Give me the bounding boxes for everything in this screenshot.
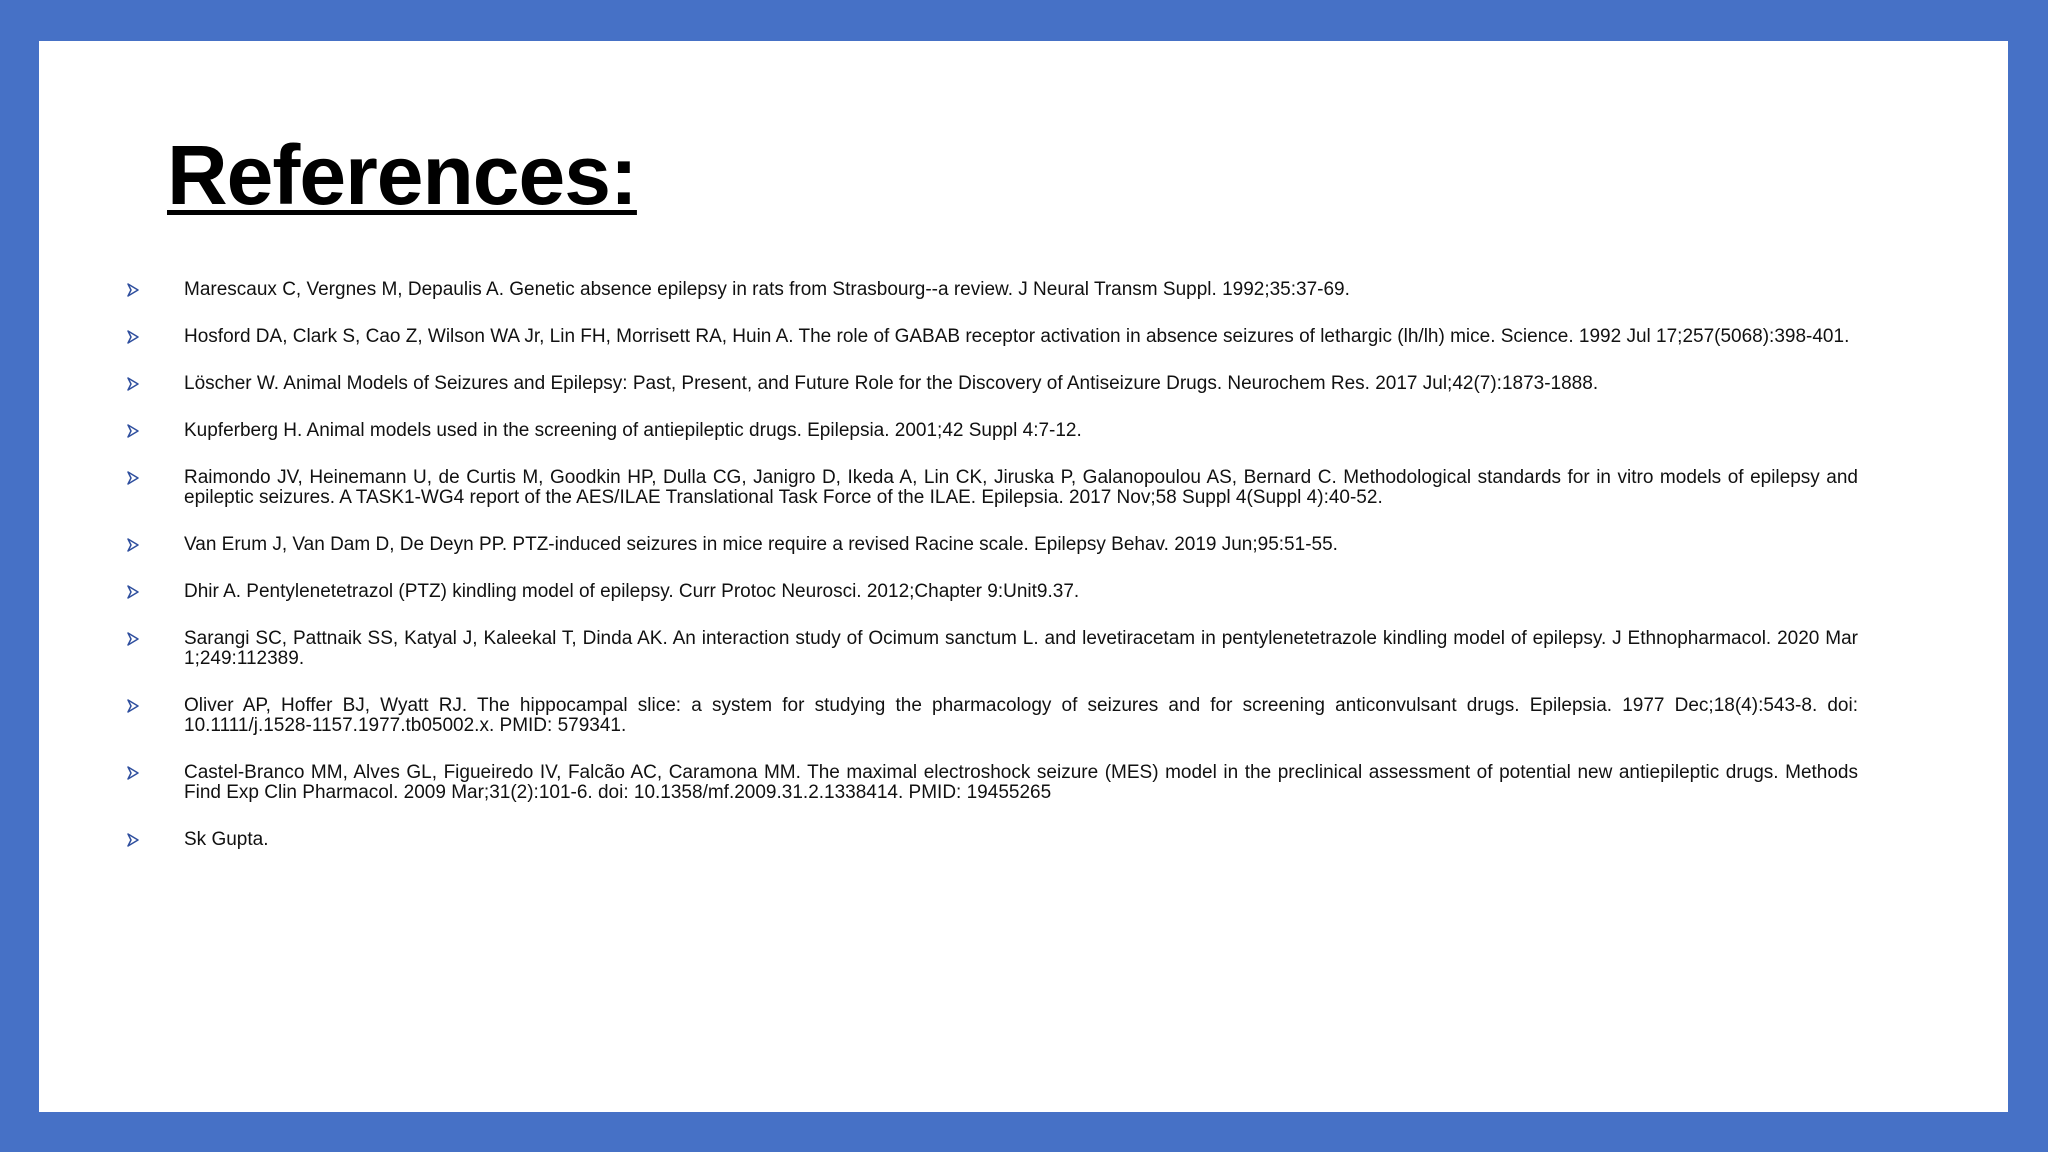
arrowhead-bullet-icon	[126, 583, 140, 601]
reference-item	[39, 374, 2008, 394]
arrowhead-bullet-icon	[126, 422, 140, 440]
reference-item	[39, 830, 2008, 850]
arrowhead-bullet-icon	[126, 764, 140, 782]
reference-text: Sk Gupta.	[184, 829, 269, 850]
reference-text: Oliver AP, Hoffer BJ, Wyatt RJ. The hippocampal slice: a system for studying the pharmacology of seizures and for screening anticonvulsant drugs. Epilepsia. 1977 Dec;18(4):543-8. doi: 10.1111/j.1528-1157.1977.tb05002.x. PMID: 579341.	[184, 695, 1858, 736]
arrowhead-bullet-icon	[126, 328, 140, 346]
reference-item	[39, 280, 2008, 300]
reference-item	[39, 696, 2008, 736]
arrowhead-bullet-icon	[126, 831, 140, 849]
reference-item	[39, 629, 2008, 669]
reference-item	[39, 763, 2008, 803]
reference-item	[39, 582, 2008, 602]
reference-text: Sarangi SC, Pattnaik SS, Katyal J, Kaleekal T, Dinda AK. An interaction study of Ocimum sanctum L. and levetiracetam in pentylenetetrazole kindling model of epilepsy. J Ethnopharmacol. 2020 Mar 1;249:112389.	[184, 628, 1858, 669]
reference-item	[39, 421, 2008, 441]
arrowhead-bullet-icon	[126, 375, 140, 393]
reference-text: Castel-Branco MM, Alves GL, Figueiredo IV, Falcão AC, Caramona MM. The maximal electroshock seizure (MES) model in the preclinical assessment of potential new antiepileptic drugs. Methods Find Exp Clin Pharmacol. 2009 Mar;31(2):101-6. doi: 10.1358/mf.2009.31.2.1338414. PMID: 19455265	[184, 762, 1858, 803]
arrowhead-bullet-icon	[126, 281, 140, 299]
arrowhead-bullet-icon	[126, 536, 140, 554]
slide-title: References:	[167, 128, 637, 222]
reference-text: Löscher W. Animal Models of Seizures and Epilepsy: Past, Present, and Future Role for the Discovery of Antiseizure Drugs. Neurochem Res. 2017 Jul;42(7):1873-1888.	[184, 373, 1599, 394]
reference-text: Hosford DA, Clark S, Cao Z, Wilson WA Jr, Lin FH, Morrisett RA, Huin A. The role of GABAB receptor activation in absence seizures of lethargic (lh/lh) mice. Science. 1992 Jul 17;257(5068):398-401.	[184, 326, 1850, 347]
reference-text: Van Erum J, Van Dam D, De Deyn PP. PTZ-induced seizures in mice require a revised Racine scale. Epilepsy Behav. 2019 Jun;95:51-55.	[184, 534, 1338, 555]
reference-list	[39, 280, 2008, 850]
slide	[39, 41, 2008, 1112]
arrowhead-bullet-icon	[126, 469, 140, 487]
reference-item	[39, 327, 2008, 347]
reference-text: Marescaux C, Vergnes M, Depaulis A. Genetic absence epilepsy in rats from Strasbourg--a review. J Neural Transm Suppl. 1992;35:37-69.	[184, 279, 1350, 300]
reference-text: Kupferberg H. Animal models used in the screening of antiepileptic drugs. Epilepsia. 2001;42 Suppl 4:7-12.	[184, 420, 1082, 441]
reference-item	[39, 468, 2008, 508]
arrowhead-bullet-icon	[126, 630, 140, 648]
reference-text: Dhir A. Pentylenetetrazol (PTZ) kindling model of epilepsy. Curr Protoc Neurosci. 2012;Chapter 9:Unit9.37.	[184, 581, 1080, 602]
arrowhead-bullet-icon	[126, 697, 140, 715]
reference-text: Raimondo JV, Heinemann U, de Curtis M, Goodkin HP, Dulla CG, Janigro D, Ikeda A, Lin CK, Jiruska P, Galanopoulou AS, Bernard C. Methodological standards for in vitro models of epilepsy and epileptic seizures. A TASK1-WG4 report of the AES/ILAE Translational Task Force of the ILAE. Epilepsia. 2017 Nov;58 Suppl 4(Suppl 4):40-52.	[184, 467, 1858, 508]
reference-item	[39, 535, 2008, 555]
